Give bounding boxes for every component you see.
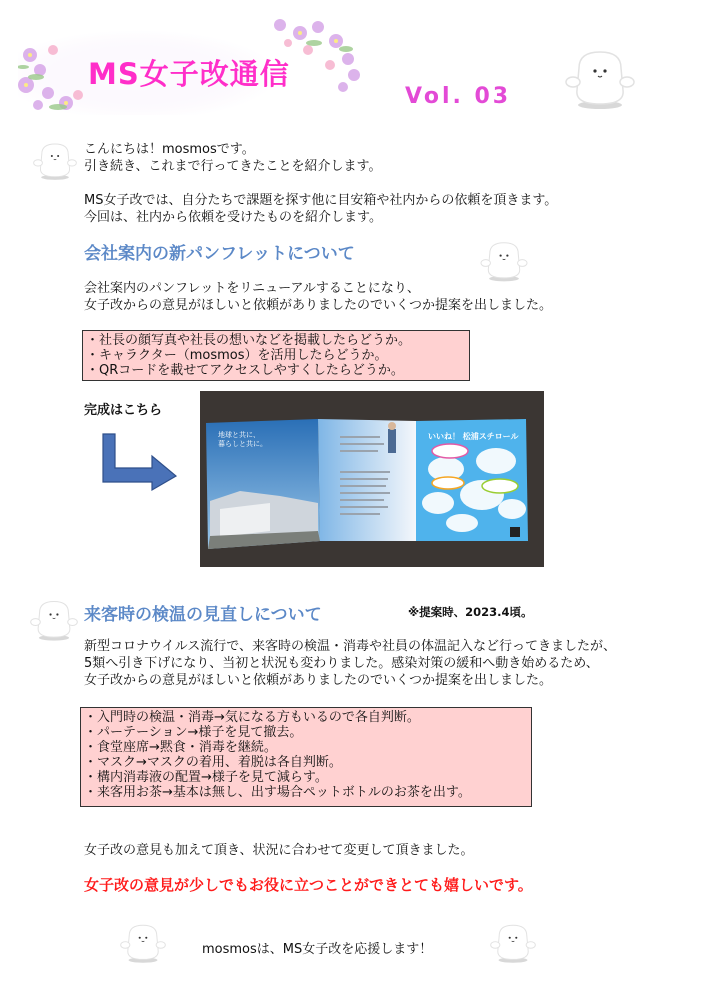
proposal-item: ・マスク→マスクの着用、着脱は各自判断。 (84, 755, 342, 770)
intro-paragraph-line: MS女子改では、自分たちで課題を探す他に目安箱や社内からの依頼を頂きます。 (84, 193, 558, 208)
section2-body-line: 女子改からの意見がほしいと依頼がありましたのでいくつか提案を出しました。 (84, 673, 553, 688)
mosmos-mascot-icon (120, 922, 166, 964)
mosmos-mascot-icon (30, 598, 78, 642)
mosmos-mascot-icon (480, 240, 528, 282)
greeting-line: こんにちは！mosmosです。 (84, 142, 255, 157)
proposal-item: ・パーテーション→様子を見て撤去。 (84, 725, 303, 740)
pamphlet-proposals-box (82, 330, 470, 381)
proposal-item: ・社長の顔写真や社長の想いなどを掲載したらどうか。 (86, 333, 412, 348)
brochure-photo (200, 391, 544, 567)
conclusion-text: 女子改の意見も加えて頂き、状況に合わせて変更して頂きました。 (84, 843, 474, 858)
section2-body-line: 5類へ引き下げになり、当初と状況も変わりました。感染対策の緩和へ動き始めるため、 (84, 656, 599, 671)
proposal-item: ・食堂座席→黙食・消毒を継続。 (84, 740, 277, 755)
section1-body-line: 女子改からの意見がほしいと依頼がありましたのでいくつか提案を出しました。 (84, 298, 553, 313)
proposal-item: ・来客用お茶→基本は無し、出す場合ペットボトルのお茶を出す。 (84, 785, 471, 800)
footer-message: mosmosは、MS女子改を応援します！ (202, 942, 433, 957)
section-heading-temperature-check: 来客時の検温の見直しについて (84, 605, 322, 625)
proposal-item: ・QRコードを載せてアクセスしやすくしたらどうか。 (86, 363, 404, 378)
result-label: 完成はこちら (84, 403, 163, 418)
volume-number: Vol. 03 (405, 84, 512, 109)
proposal-item: ・キャラクター（mosmos）を活用したらどうか。 (86, 348, 388, 363)
proposal-date-note: ※提案時、2023.4頃。 (408, 605, 533, 619)
arrow-right-icon (100, 432, 180, 492)
section1-body-line: 会社案内のパンフレットをリニューアルすることになり、 (84, 281, 420, 296)
proposal-item: ・入門時の検温・消毒→気になる方もいるので各自判断。 (84, 710, 420, 725)
mosmos-mascot-icon (33, 140, 77, 182)
intro-line: 引き続き、これまで行ってきたことを紹介します。 (84, 159, 382, 174)
brochure-left-copy: 地球と共に、 暮らしと共に。 (218, 431, 267, 448)
intro-paragraph-line: 今回は、社内から依頼を受けたものを紹介します。 (84, 210, 382, 225)
temperature-proposals-box (80, 707, 532, 807)
brochure-right-title: いいね！ 松浦スチロール (428, 432, 519, 441)
mosmos-mascot-icon (565, 48, 635, 110)
proposal-item: ・構内消毒液の配置→様子を見て減らす。 (84, 770, 328, 785)
section-heading-pamphlet: 会社案内の新パンフレットについて (84, 244, 355, 264)
newsletter-title: MS女子改通信 (88, 57, 290, 91)
mosmos-mascot-icon (490, 922, 536, 964)
section2-body-line: 新型コロナウイルス流行で、来客時の検温・消毒や社員の体温記入など行ってきましたが、 (84, 639, 616, 654)
highlight-message: 女子改の意見が少しでもお役に立つことができとても嬉しいです。 (84, 876, 533, 894)
